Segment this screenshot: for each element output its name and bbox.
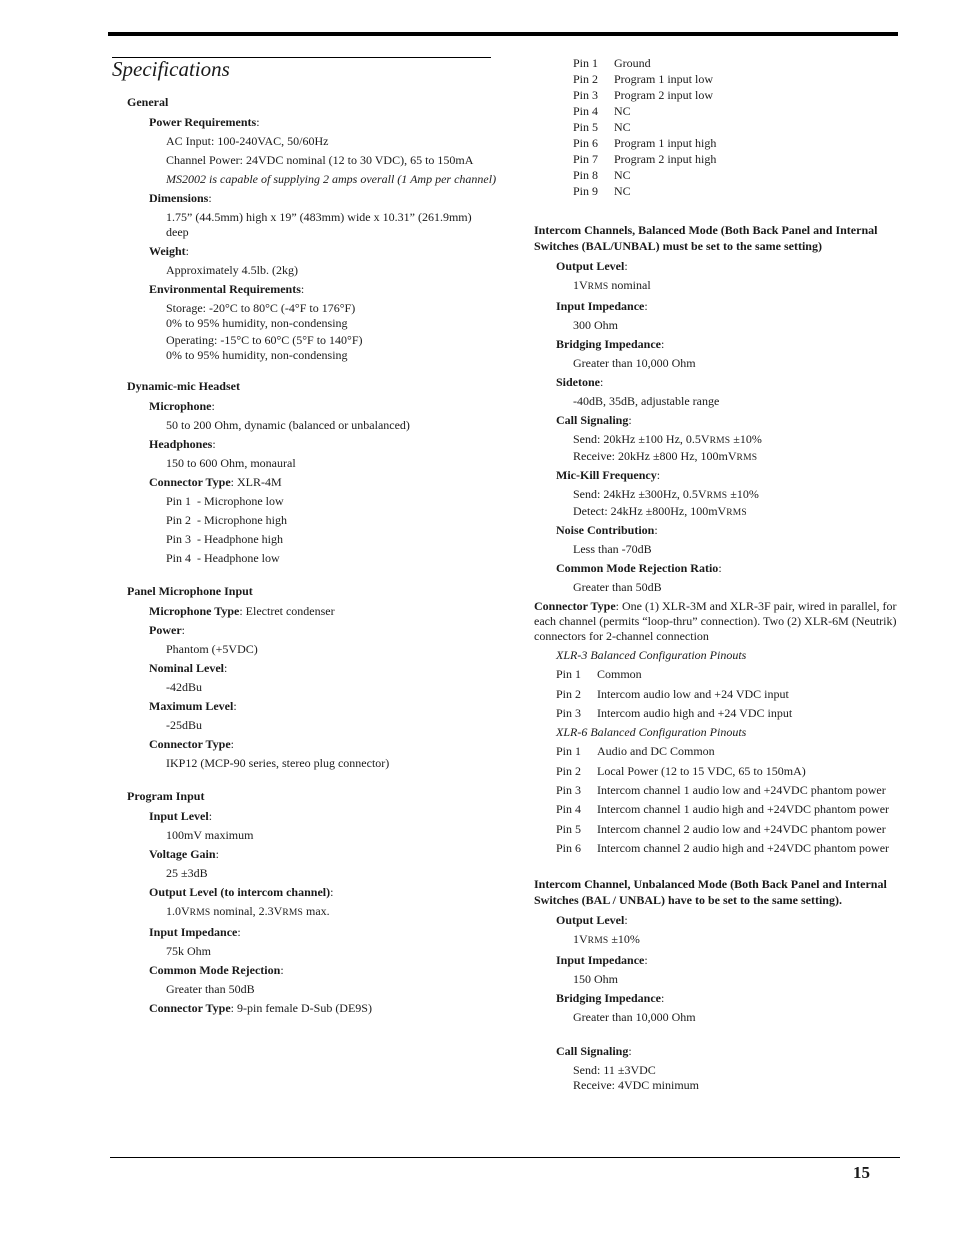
- spec-label: Bridging Impedance: [556, 991, 662, 1006]
- spec-label: Sidetone: [556, 375, 601, 389]
- spec-label: Nominal Level: [149, 661, 224, 675]
- spec-label: Dimensions: [149, 191, 209, 205]
- spec-label: Environmental Requirements: [149, 282, 301, 296]
- pin-row: Pin 1 Common: [556, 667, 642, 682]
- spec-value: 0% to 95% humidity, non-condensing: [166, 316, 348, 330]
- pin-row: Pin 7 Program 2 input high: [573, 151, 717, 166]
- pin-row: Pin 1 Ground: [573, 55, 651, 70]
- pin-row: Pin 4 NC: [573, 103, 631, 118]
- spec-item: [149, 473, 497, 568]
- spec-item: Common Mode Rejection Ratio: Greater than 50dB: [556, 559, 910, 597]
- spec-label: Power Requirements: [149, 115, 257, 129]
- pin-row: Pin 6 Intercom channel 2 audio high and +24VDC phantom power: [556, 841, 890, 856]
- spec-label: Microphone Type: [149, 604, 240, 618]
- panel-mic-section: [127, 583, 497, 773]
- spec-value: Receive: 4VDC minimum: [573, 1078, 699, 1093]
- spec-inline-value: : XLR-4M: [230, 475, 282, 489]
- spec-value: 1.0VRMS nominal, 2.3VRMS max.: [166, 904, 330, 918]
- spec-value: Greater than 10,000 Ohm: [573, 1010, 696, 1025]
- pin-row: Pin 5 Intercom channel 2 audio low and +24VDC phantom power: [556, 821, 886, 836]
- section-heading: Dynamic-mic Headset: [127, 379, 240, 393]
- pin-row: Pin 8 NC: [573, 167, 631, 182]
- spec-label: Voltage Gain: [149, 847, 216, 861]
- general-section: [127, 94, 497, 363]
- spec-value: -42dBu: [166, 680, 202, 694]
- spec-item: Output Level (to intercom channel): 1.0VRMS nominal, 2.3VRMS max.: [149, 883, 497, 923]
- xlr6-pinout-title: XLR-6 Balanced Configuration Pinouts: [556, 725, 747, 740]
- spec-label: Weight: [149, 244, 186, 258]
- spec-item: Bridging Impedance: Greater than 10,000 Ohm: [556, 335, 910, 373]
- spec-value: Greater than 50dB: [573, 580, 662, 594]
- spec-value: Storage: -20°C to 80°C (-4°F to 176°F): [166, 301, 356, 315]
- right-column: [534, 55, 910, 1093]
- spec-label: Connector Type: [149, 1001, 231, 1015]
- spec-label: Noise Contribution: [556, 523, 655, 537]
- section-heading: Program Input: [127, 789, 205, 803]
- spec-label: Input Impedance: [149, 925, 238, 939]
- spec-label: Input Level: [149, 809, 209, 823]
- spec-item: Headphones: 150 to 600 Ohm, monaural: [149, 435, 497, 473]
- spec-value: 150 to 600 Ohm, monaural: [166, 456, 296, 470]
- section-heading: Intercom Channels, Balanced Mode (Both Back Panel and Internal Switches (BAL/UNBAL) must be set to the same setting): [534, 223, 878, 253]
- pin-row: Pin 9 NC: [573, 183, 631, 198]
- section-heading: Panel Microphone Input: [127, 584, 253, 598]
- spec-item: Input Impedance: 75k Ohm: [149, 923, 497, 961]
- spec-label: Mic-Kill Frequency: [556, 468, 657, 482]
- spec-item: Common Mode Rejection: Greater than 50dB: [149, 961, 497, 999]
- spec-label: Output Level: [556, 913, 625, 928]
- spec-value: Less than -70dB: [573, 542, 652, 556]
- left-column: [127, 94, 497, 1018]
- spec-item: Output Level: 1VRMS nominal: [556, 257, 910, 297]
- spec-note: MS2002 is capable of supplying 2 amps overall (1 Amp per channel): [166, 172, 497, 186]
- spec-item: Mic-Kill Frequency: Send: 24kHz ±300Hz, 0.5VRMS ±10% Detect: 24kHz ±800Hz, 100mVRMS: [556, 466, 910, 521]
- spec-value: 1VRMS ±10%: [573, 932, 640, 947]
- spec-value: AC Input: 100-240VAC, 50/60Hz: [166, 134, 329, 148]
- spec-value: 300 Ohm: [573, 318, 618, 332]
- pin-row: Pin 6 Program 1 input high: [573, 135, 717, 150]
- pin-row: Pin 2 - Microphone high: [166, 513, 287, 527]
- spec-label: Connector Type: [149, 475, 231, 489]
- spec-item: Maximum Level: -25dBu: [149, 697, 497, 735]
- spec-item: Call Signaling: Send: 11 ±3VDC Receive: 4VDC minimum: [556, 1042, 910, 1093]
- spec-item: Bridging Impedance: Greater than 10,000 Ohm: [556, 989, 910, 1027]
- spec-value: Approximately 4.5lb. (2kg): [166, 263, 298, 277]
- pin-row: Pin 1 Audio and DC Common: [556, 744, 715, 759]
- pin-row: Pin 3 - Headphone high: [166, 532, 283, 546]
- spec-item: Nominal Level: -42dBu: [149, 659, 497, 697]
- spec-value: 25 ±3dB: [166, 866, 208, 880]
- spec-label: Call Signaling: [556, 413, 629, 427]
- spec-value: -25dBu: [166, 718, 202, 732]
- section-heading: General: [127, 95, 169, 109]
- xlr3-pin-list: [556, 665, 910, 723]
- spec-item: Sidetone: -40dB, 35dB, adjustable range: [556, 373, 910, 411]
- spec-label: Bridging Impedance: [556, 337, 662, 351]
- spec-item: Input Level: 100mV maximum: [149, 807, 497, 845]
- spec-item: Power Requirements: AC Input: 100-240VAC, 50/60Hz Channel Power: 24VDC nominal (12 to 30 VDC), 65 to 150mA MS2002 is capable of supplying 2 amps overall (1 Amp per channel): [149, 113, 497, 189]
- balanced-mode-section: [534, 221, 910, 858]
- spec-item: Input Impedance: 300 Ohm: [556, 297, 910, 335]
- spec-value: Channel Power: 24VDC nominal (12 to 30 VDC), 65 to 150mA: [166, 153, 474, 167]
- spec-label: Input Impedance: [556, 953, 645, 968]
- spec-value: Greater than 10,000 Ohm: [573, 356, 696, 370]
- spec-value: Phantom (+5VDC): [166, 642, 258, 656]
- spec-item: Noise Contribution: Less than -70dB: [556, 521, 910, 559]
- spec-inline-value: : One (1) XLR-3M and XLR-3F pair, wired in parallel, for each channel (permits “loop-thru” connection). Two (2) XLR-6M (Neutrik) connectors for 2-channel connection: [534, 599, 897, 643]
- spec-label: Common Mode Rejection: [149, 963, 281, 977]
- spec-label: Connector Type: [149, 737, 231, 751]
- spec-value: Greater than 50dB: [166, 982, 255, 996]
- spec-value: 100mV maximum: [166, 828, 254, 842]
- unbalanced-mode-section: [534, 875, 910, 1093]
- spec-value: 1.75” (44.5mm) high x 19” (483mm) wide x 10.31” (261.9mm) deep: [166, 210, 472, 239]
- spec-item: Microphone: 50 to 200 Ohm, dynamic (balanced or unbalanced): [149, 397, 497, 435]
- connector-type-paragraph: [534, 597, 910, 646]
- spec-label: Call Signaling: [556, 1044, 629, 1059]
- spec-item: Output Level: 1VRMS ±10%: [556, 911, 910, 951]
- headset-section: [127, 378, 497, 568]
- spec-item: Input Impedance: 150 Ohm: [556, 951, 910, 989]
- spec-label: Power: [149, 623, 182, 637]
- pin-row: Pin 3 Intercom channel 1 audio low and +24VDC phantom power: [556, 783, 886, 798]
- xlr3-pinout-title: XLR-3 Balanced Configuration Pinouts: [556, 648, 747, 662]
- spec-inline-value: : 9-pin female D-Sub (DE9S): [230, 1001, 372, 1015]
- de9-pin-list: [573, 55, 910, 199]
- spec-value: Detect: 24kHz ±800Hz, 100mVRMS: [573, 504, 747, 518]
- spec-value: Send: 20kHz ±100 Hz, 0.5VRMS ±10%: [573, 432, 762, 446]
- xlr6-pin-list: [556, 742, 910, 858]
- spec-value: 50 to 200 Ohm, dynamic (balanced or unbalanced): [166, 418, 410, 432]
- footer-rule: [110, 1157, 900, 1158]
- spec-item: Call Signaling: Send: 20kHz ±100 Hz, 0.5VRMS ±10% Receive: 20kHz ±800 Hz, 100mVRMS: [556, 411, 910, 466]
- spec-value: 75k Ohm: [166, 944, 211, 958]
- spec-value: IKP12 (MCP-90 series, stereo plug connector): [166, 756, 390, 770]
- spec-item: Voltage Gain: 25 ±3dB: [149, 845, 497, 883]
- page-title: Specifications: [112, 57, 230, 81]
- spec-item: Weight: Approximately 4.5lb. (2kg): [149, 242, 497, 280]
- pin-row: Pin 4 Intercom channel 1 audio high and +24VDC phantom power: [556, 802, 890, 817]
- spec-item: Environmental Requirements: Storage: -20°C to 80°C (-4°F to 176°F) 0% to 95% humidity, non-condensing Operating: -15°C to 60°C (5°F to 140°F) 0% to 95% humidity, non-condensing: [149, 280, 497, 363]
- spec-value: Send: 11 ±3VDC: [573, 1063, 656, 1078]
- spec-item: [149, 999, 497, 1018]
- spec-item: Connector Type: IKP12 (MCP-90 series, stereo plug connector): [149, 735, 497, 773]
- spec-value: 0% to 95% humidity, non-condensing: [166, 348, 348, 362]
- pin-row: Pin 3 Intercom audio high and +24 VDC input: [556, 705, 793, 720]
- pin-row: Pin 1 - Microphone low: [166, 494, 284, 508]
- spec-label: Output Level: [556, 259, 625, 273]
- section-heading: Intercom Channel, Unbalanced Mode (Both Back Panel and Internal Switches (BAL / UNBAL) have to be set to the same setting).: [534, 877, 887, 908]
- pin-row: Pin 2 Intercom audio low and +24 VDC input: [556, 686, 789, 701]
- spec-label: Headphones: [149, 437, 213, 451]
- spec-value: Send: 24kHz ±300Hz, 0.5VRMS ±10%: [573, 487, 759, 501]
- spec-label: Connector Type: [534, 599, 616, 613]
- spec-value: 150 Ohm: [573, 972, 618, 987]
- spec-item: Dimensions: 1.75” (44.5mm) high x 19” (483mm) wide x 10.31” (261.9mm) deep: [149, 189, 497, 242]
- spec-label: Microphone: [149, 399, 212, 413]
- pin-row: Pin 4 - Headphone low: [166, 551, 280, 565]
- spec-inline-value: : Electret condenser: [239, 604, 335, 618]
- spec-item: [149, 602, 497, 621]
- spec-value: 1VRMS nominal: [573, 278, 651, 292]
- page-number: 15: [853, 1163, 870, 1182]
- program-input-section: [127, 788, 497, 1018]
- spec-value: -40dB, 35dB, adjustable range: [573, 394, 720, 408]
- spec-label: Input Impedance: [556, 299, 645, 313]
- pin-row: Pin 2 Program 1 input low: [573, 71, 713, 86]
- spec-label: Maximum Level: [149, 699, 234, 713]
- spec-value: Operating: -15°C to 60°C (5°F to 140°F): [166, 333, 363, 347]
- pin-row: Pin 3 Program 2 input low: [573, 87, 713, 102]
- top-rule: [108, 32, 898, 36]
- pin-row: Pin 2 Local Power (12 to 15 VDC, 65 to 150mA): [556, 763, 806, 778]
- pin-row: Pin 5 NC: [573, 119, 631, 134]
- spec-item: Power: Phantom (+5VDC): [149, 621, 497, 659]
- spec-label: Common Mode Rejection Ratio: [556, 561, 719, 575]
- spec-label: Output Level (to intercom channel): [149, 885, 331, 899]
- spec-value: Receive: 20kHz ±800 Hz, 100mVRMS: [573, 449, 758, 463]
